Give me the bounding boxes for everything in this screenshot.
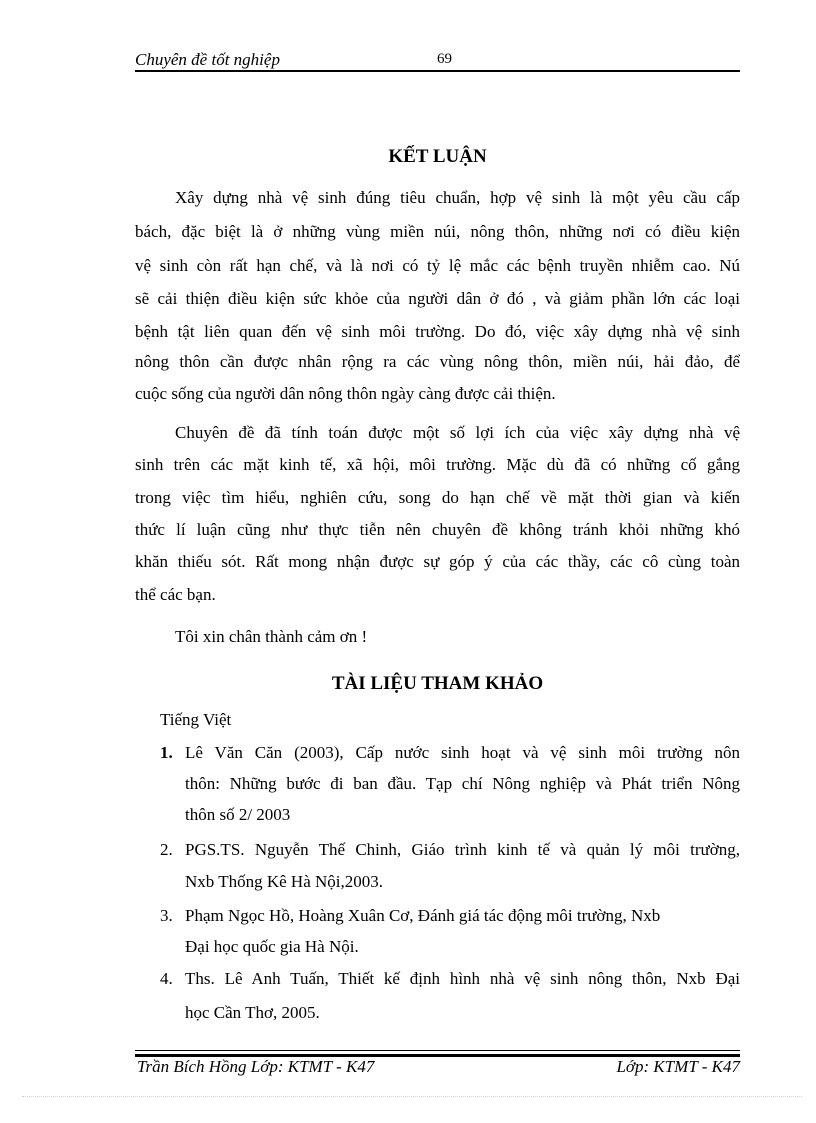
paragraph-line: sẽ cải thiện điều kiện sức khỏe của người dân ở đó , và giảm phần lớn các loại	[135, 289, 740, 308]
conclusion-heading: KẾT LUẬN	[388, 146, 487, 167]
footer-author: Trần Bích Hồng Lớp: KTMT - K47	[137, 1057, 375, 1076]
paragraph-line: nông thôn cần được nhân rộng ra các vùng nông thôn, miền núi, hải đảo, để	[135, 352, 740, 371]
thanks-line: Tôi xin chân thành cảm ơn !	[175, 627, 368, 646]
page-number: 69	[437, 51, 452, 67]
page-edge	[22, 1096, 802, 1097]
header-divider	[135, 70, 740, 72]
reference-line: học Cần Thơ, 2005.	[185, 1003, 320, 1022]
reference-line: PGS.TS. Nguyễn Thế Chinh, Giáo trình kinh tế và quản lý môi trường,	[185, 840, 740, 859]
paragraph-line: trong việc tìm hiểu, nghiên cứu, song do hạn chế về mặt thời gian và kiến	[135, 488, 740, 507]
reference-line: Ths. Lê Anh Tuấn, Thiết kế định hình nhà vệ sinh nông thôn, Nxb Đại	[185, 969, 740, 988]
references-heading: TÀI LIỆU THAM KHẢO	[331, 673, 544, 694]
reference-number: 1.	[160, 743, 173, 762]
footer-class: Lớp: KTMT - K47	[616, 1057, 740, 1076]
paragraph-line: thể các bạn.	[135, 585, 216, 604]
reference-number: 4.	[160, 969, 173, 988]
paragraph-line: Xây dựng nhà vệ sinh đúng tiêu chuẩn, hợp vệ sinh là một yêu cầu cấp	[175, 188, 740, 207]
footer-divider	[135, 1050, 740, 1051]
header-title: Chuyên đề tốt nghiệp	[135, 50, 280, 69]
references-subheading: Tiếng Việt	[160, 710, 232, 729]
reference-line: thôn số 2/ 2003	[185, 805, 291, 824]
paragraph-line: Chuyên đề đã tính toán được một số lợi ích của việc xây dựng nhà vệ	[175, 423, 740, 442]
paragraph-line: khăn thiếu sót. Rất mong nhận được sự góp ý của các thầy, các cô cùng toàn	[135, 552, 740, 571]
reference-line: Lê Văn Căn (2003), Cấp nước sinh hoạt và vệ sinh môi trường nôn	[185, 743, 740, 762]
paragraph-line: vệ sinh còn rất hạn chế, và là nơi có tỷ lệ mắc các bệnh truyền nhiễm cao. Nú	[135, 256, 740, 275]
paragraph-line: thức lí luận cũng như thực tiễn nên chuyên đề không tránh khỏi những khó	[135, 520, 740, 539]
reference-line: thôn: Những bước đi ban đầu. Tạp chí Nông nghiệp và Phát triển Nông	[185, 774, 740, 793]
paragraph-line: sinh trên các mặt kinh tế, xã hội, môi trường. Mặc dù đã có những cố gắng	[135, 455, 740, 474]
reference-line: Nxb Thống Kê Hà Nội,2003.	[185, 872, 383, 891]
paragraph-line: bệnh tật liên quan đến vệ sinh môi trường. Do đó, việc xây dựng nhà vệ sinh	[135, 322, 740, 341]
reference-line: Đại học quốc gia Hà Nội.	[185, 937, 359, 956]
reference-line: Phạm Ngọc Hồ, Hoàng Xuân Cơ, Đánh giá tác động môi trường, Nxb	[185, 906, 661, 925]
paragraph-line: cuộc sống của người dân nông thôn ngày càng được cải thiện.	[135, 384, 556, 403]
paragraph-line: bách, đặc biệt là ở những vùng miền núi, nông thôn, những nơi có điều kiện	[135, 222, 740, 241]
reference-number: 3.	[160, 906, 173, 925]
reference-number: 2.	[160, 840, 173, 859]
